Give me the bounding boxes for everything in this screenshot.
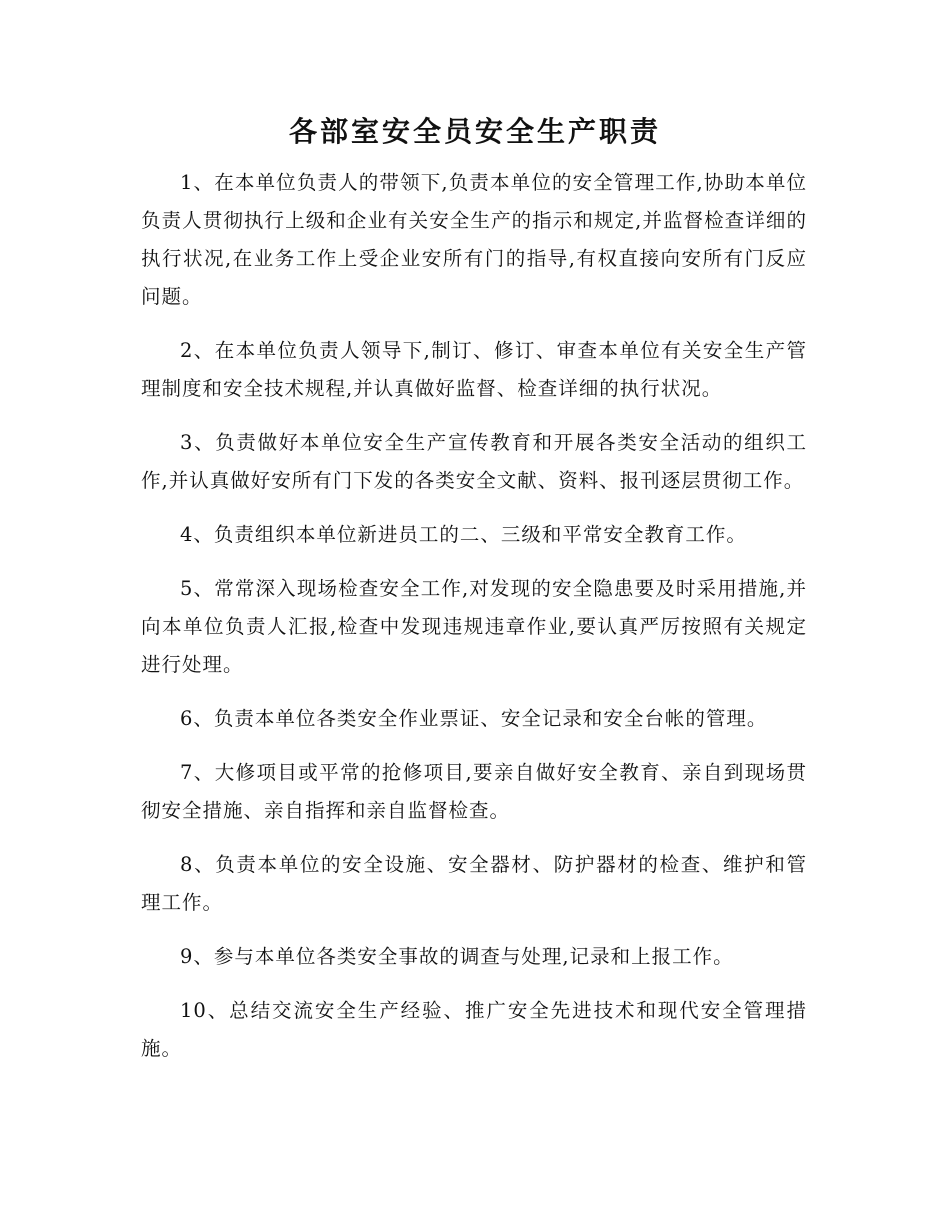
paragraph-6: 6、负责本单位各类安全作业票证、安全记录和安全台帐的管理。: [180, 707, 768, 730]
paragraph-9: 9、参与本单位各类安全事故的调查与处理,记录和上报工作。: [180, 945, 734, 968]
paragraph-1: 1、在本单位负责人的带领下,负责本单位的安全管理工作,协助本单位负责人贯彻执行上级和企业有关安全生产的指示和规定,并监督检查详细的执行状况,在业务工作上受企业安所有门的指导,有权直接向安所有门反应问题。: [141, 171, 807, 308]
document-body: [141, 164, 807, 1084]
paragraph-3: 3、负责做好本单位安全生产宣传教育和开展各类安全活动的组织工作,并认真做好安所有门下发的各类安全文献、资料、报刊逐层贯彻工作。: [141, 431, 807, 492]
paragraph-10: 10、总结交流安全生产经验、推广安全先进技术和现代安全管理措施。: [141, 999, 807, 1060]
paragraph-7: 7、大修项目或平常的抢修项目,要亲自做好安全教育、亲自到现场贯彻安全措施、亲自指挥和亲自监督检查。: [141, 761, 807, 822]
paragraph-8: 8、负责本单位的安全设施、安全器材、防护器材的检查、维护和管理工作。: [141, 853, 807, 914]
document-title: 各部室安全员安全生产职责: [288, 115, 661, 148]
paragraph-5: 5、常常深入现场检查安全工作,对发现的安全隐患要及时采用措施,并向本单位负责人汇报,检查中发现违规违章作业,要认真严厉按照有关规定进行处理。: [141, 577, 807, 676]
paragraph-2: 2、在本单位负责人领导下,制订、修订、审查本单位有关安全生产管理制度和安全技术规程,并认真做好监督、检查详细的执行状况。: [141, 339, 807, 400]
paragraph-4: 4、负责组织本单位新进员工的二、三级和平常安全教育工作。: [180, 523, 747, 546]
